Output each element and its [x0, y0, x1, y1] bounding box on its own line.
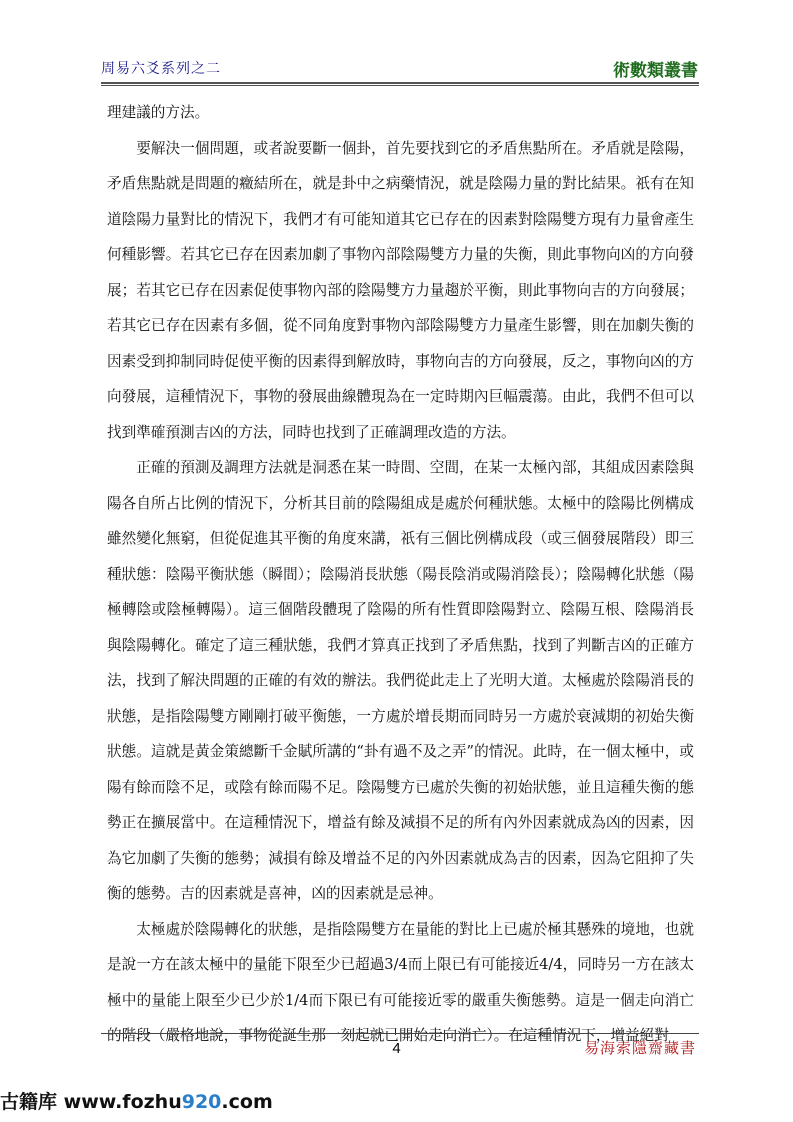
header-divider	[101, 82, 699, 86]
watermark-site-name: 古籍库	[0, 1091, 58, 1113]
watermark-url-prefix: www.fozhu	[63, 1091, 182, 1113]
page-number: 4	[392, 1040, 401, 1057]
paragraph: 太極處於陰陽轉化的狀態，是指陰陽雙方在量能的對比上已處於極其懸殊的境地，也就是說一方在該太極中的量能下限至少已超過3/4而上限已有可能接近4/4，同時另一方在該太極中的量能上限至少已少於1/4而下限已有可能接近零的嚴重失衡態勢。這是一個走向消亡的階段（嚴格地說，事物從誕生那一刻起就已開始走向消亡）。在這種情況下，增益絕對	[107, 920, 694, 1044]
paragraph: 正確的預測及調理方法就是洞悉在某一時間、空間，在某一太極內部，其組成因素陰與陽各自所占比例的情況下，分析其目前的陰陽組成是處於何種狀態。太極中的陰陽比例構成雖然變化無窮，但從促進其平衡的角度來講，祇有三個比例構成段（或三個發展階段）即三種狀態：陰陽平衡狀態（瞬間）；陰陽消長狀態（陽長陰消或陽消陰長）；陰陽轉化狀態（陽極轉陰或陰極轉陽）。這三個階段體現了陰陽的所有性質即陰陽對立、陰陽互根、陰陽消長與陰陽轉化。確定了這三種狀態，我們才算真正找到了矛盾焦點，找到了判斷吉凶的正確方法，找到了解決問題的正確的有效的辦法。我們從此走上了光明大道。太極處於陰陽消長的狀態，是指陰陽雙方剛剛打破平衡態，一方處於增長期而同時另一方處於衰減期的初始失衡狀態。這就是黃金策總斷千金賦所講的“卦有過不及之弄”的情況。此時，在一個太極中，或陽有餘而陰不足，或陰有餘而陽不足。陰陽雙方已處於失衡的初始狀態，並且這種失衡的態勢正在擴展當中。在這種情況下，增益有餘及減損不足的所有內外因素就成為凶的因素，因為它加劇了失衡的態勢；減損有餘及增益不足的內外因素就成為吉的因素，因為它阻抑了失衡的態勢。吉的因素就是喜神，凶的因素就是忌神。	[107, 459, 694, 902]
paragraph: 理建議的方法。	[107, 104, 210, 121]
page-body	[107, 95, 694, 1054]
footer-studio-name: 易海索隱齋藏書	[583, 1039, 696, 1057]
watermark	[0, 1087, 273, 1114]
watermark-url-suffix: .com	[221, 1091, 273, 1113]
header-collection-title: 術數類叢書	[613, 61, 698, 81]
watermark-url-number: 920	[181, 1091, 222, 1113]
header-series-title: 周易六爻系列之二	[101, 61, 221, 77]
footer-divider	[101, 1033, 699, 1034]
paragraph: 要解決一個問題，或者說要斷一個卦，首先要找到它的矛盾焦點所在。矛盾就是陰陽，矛盾焦點就是問題的癥結所在，就是卦中之病藥情況，就是陰陽力量的對比結果。祇有在知道陰陽力量對比的情況下，我們才有可能知道其它已存在的因素對陰陽雙方現有力量會產生何種影響。若其它已存在因素加劇了事物內部陰陽雙方力量的失衡，則此事物向凶的方向發展；若其它已存在因素促使事物內部的陰陽雙方力量趨於平衡，則此事物向吉的方向發展；若其它已存在因素有多個，從不同角度對事物內部陰陽雙方力量產生影響，則在加劇失衡的因素受到抑制同時促使平衡的因素得到解放時，事物向吉的方向發展，反之，事物向凶的方向發展，這種情況下，事物的發展曲線體現為在一定時期內巨幅震蕩。由此，我們不但可以找到準確預測吉凶的方法，同時也找到了正確調理改造的方法。	[107, 139, 694, 441]
